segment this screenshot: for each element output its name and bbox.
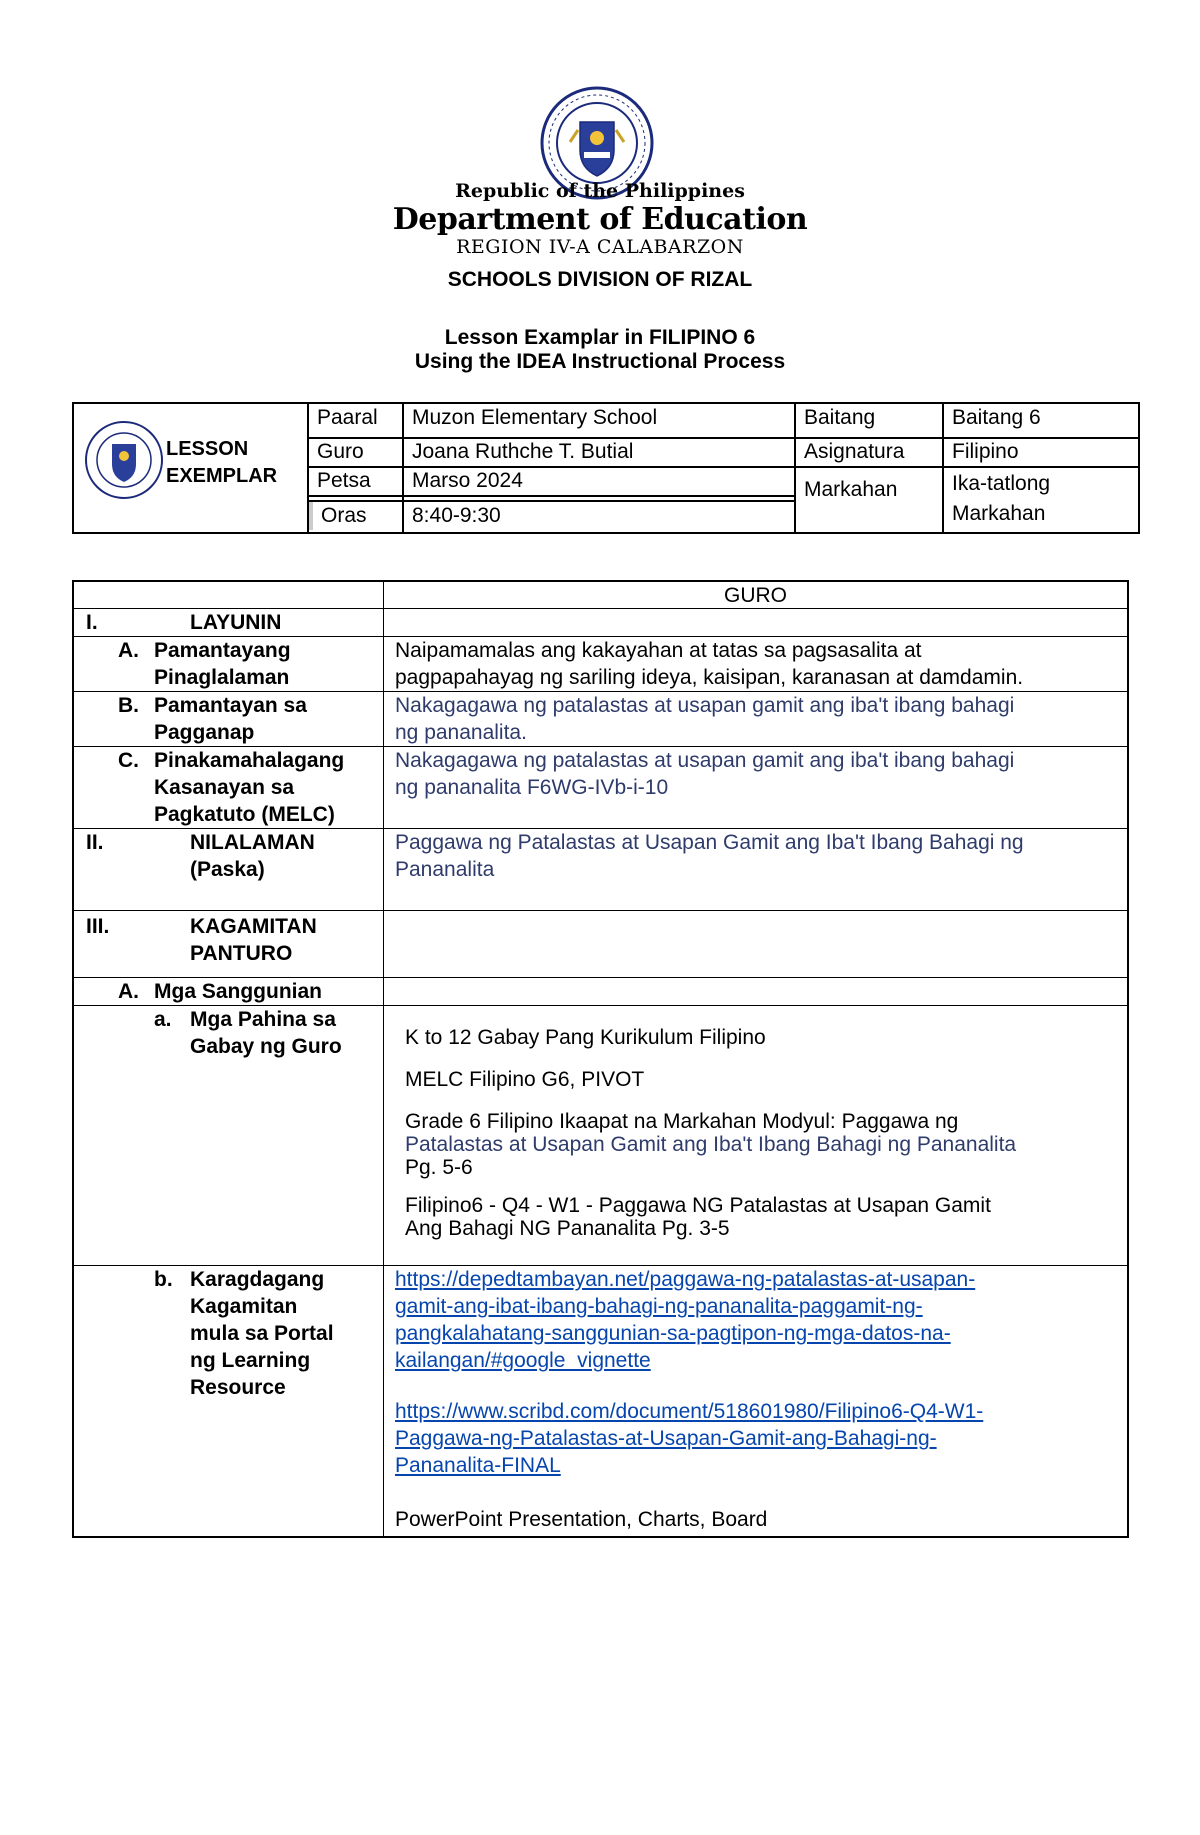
row-ii-number: II. [86, 831, 104, 854]
link1-line3[interactable]: pangkalahatang-sanggunian-sa-pagtipon-ng-mga-datos-na- [395, 1322, 951, 1345]
sub-b-title-line2: Kagamitan [190, 1295, 298, 1318]
row-c-title-line1: Pinakamahalagang [154, 749, 345, 772]
row-c-title-line2: Kasanayan sa [154, 776, 295, 799]
sub-a-label: a. [154, 1008, 172, 1031]
reference-2: MELC Filipino G6, PIVOT [405, 1068, 645, 1091]
link2-line2[interactable]: Paggawa-ng-Patalastas-at-Usapan-Gamit-ang-Bahagi-ng- [395, 1427, 937, 1450]
division-heading: SCHOOLS DIVISION OF RIZAL [447, 268, 753, 291]
row-c-title-line3: Pagkatuto (MELC) [154, 803, 335, 826]
link1-line4[interactable]: kailangan/#google_vignette [395, 1349, 651, 1372]
row-c-text-line1: Nakagagawa ng patalastas at usapan gamit ang iba't ibang bahagi [395, 749, 1015, 772]
sub-a-title-line2: Gabay ng Guro [190, 1035, 342, 1058]
row-c-title [154, 747, 344, 828]
sanggunian-title: Mga Sanggunian [154, 980, 322, 1003]
row-a-text-line1: Naipamamalas ang kakayahan at tatas sa pagsasalita at [395, 639, 922, 662]
lesson-exemplar-label [166, 436, 277, 490]
asignatura-label: Asignatura [804, 440, 905, 463]
row-iii-title-line1: KAGAMITAN [190, 915, 317, 938]
region-text: REGION IV-A CALABARZON [456, 236, 744, 258]
reference-4-line2: Ang Bahagi NG Pananalita Pg. 3-5 [405, 1217, 730, 1240]
reference-1: K to 12 Gabay Pang Kurikulum Filipino [405, 1026, 766, 1049]
reference-3-line1: Grade 6 Filipino Ikaapat na Markahan Modyul: Paggawa ng [405, 1110, 959, 1133]
asignatura-value: Filipino [952, 440, 1019, 463]
sanggunian-label: A. [118, 980, 139, 1003]
lesson-title: Lesson Examplar in FILIPINO 6 [444, 326, 756, 349]
sub-b-title-line3: mula sa Portal [190, 1322, 334, 1345]
markahan-value-line2: Markahan [952, 502, 1046, 525]
layunin-heading: LAYUNIN [190, 611, 282, 634]
markahan-value-line1: Ika-tatlong [952, 472, 1051, 495]
sub-a-title [190, 1006, 342, 1060]
sub-b-label: b. [154, 1268, 173, 1291]
lesson-label-line1: LESSON [166, 438, 249, 460]
link1-line1[interactable]: https://depedtambayan.net/paggawa-ng-patalastas-at-usapan- [395, 1268, 976, 1291]
row-b-text [395, 692, 1014, 746]
row-b-text-line2: ng pananalita. [395, 721, 527, 744]
oras-label: Oras [309, 502, 402, 530]
markahan-label: Markahan [804, 478, 898, 501]
republic-text: Republic of the Philippines [455, 180, 745, 202]
row-b-label: B. [118, 694, 139, 717]
row-a-text-line2: pagpapahayag ng sariling ideya, kaisipan, karanasan at damdamin. [395, 666, 1024, 689]
paaral-value: Muzon Elementary School [412, 406, 658, 429]
materials-text: PowerPoint Presentation, Charts, Board [395, 1508, 768, 1531]
deped-seal-small-logo [84, 420, 164, 500]
link2-line3[interactable]: Pananalita-FINAL [395, 1454, 561, 1477]
scribd-link[interactable] [395, 1398, 983, 1479]
guro-column-header: GURO [724, 584, 787, 607]
lesson-label-line2: EXEMPLAR [166, 465, 278, 487]
link1-line2[interactable]: gamit-ang-ibat-ibang-bahagi-ng-pananalita-paggamit-ng- [395, 1295, 923, 1318]
row-ii-title-line2: (Paska) [190, 858, 265, 881]
row-b-title [154, 692, 307, 746]
row-b-title-line2: Pagganap [154, 721, 255, 744]
row-ii-text-line1: Paggawa ng Patalastas at Usapan Gamit ang Iba't Ibang Bahagi ng [395, 831, 1024, 854]
row-iii-title-line2: PANTURO [190, 942, 293, 965]
lesson-subtitle: Using the IDEA Instructional Process [414, 350, 786, 373]
reference-3-line3: Pg. 5-6 [405, 1156, 473, 1179]
sub-b-title-line1: Karagdagang [190, 1268, 325, 1291]
department-text: Department of Education [392, 202, 808, 237]
row-b-title-line1: Pamantayan sa [154, 694, 307, 717]
reference-3-line2: Patalastas at Usapan Gamit ang Iba't Ibang Bahagi ng Pananalita [405, 1133, 1017, 1156]
petsa-value: Marso 2024 [412, 469, 523, 492]
row-iii-title [190, 913, 317, 967]
reference-3 [405, 1110, 1016, 1179]
row-ii-title [190, 829, 315, 883]
baitang-label: Baitang [804, 406, 876, 429]
markahan-value [944, 467, 1140, 531]
baitang-value: Baitang 6 [952, 406, 1041, 429]
oras-value: 8:40-9:30 [412, 504, 501, 527]
row-iii-number: III. [86, 915, 110, 938]
lesson-info-table [72, 402, 1140, 534]
row-b-text-line1: Nakagagawa ng patalastas at usapan gamit ang iba't ibang bahagi [395, 694, 1015, 717]
link2-line1[interactable]: https://www.scribd.com/document/518601980/Filipino6-Q4-W1- [395, 1400, 984, 1423]
sub-a-title-line1: Mga Pahina sa [190, 1008, 336, 1031]
row-a-label: A. [118, 639, 139, 662]
sub-b-title-line4: ng Learning [190, 1349, 311, 1372]
reference-4 [405, 1194, 991, 1240]
row-ii-text [395, 829, 1024, 883]
sub-b-title [190, 1266, 334, 1401]
depedtambayan-link[interactable] [395, 1266, 975, 1374]
row-a-title-line2: Pinaglalaman [154, 666, 290, 689]
guro-label: Guro [317, 440, 364, 463]
row-a-title-line1: Pamantayang [154, 639, 291, 662]
guro-value: Joana Ruthche T. Butial [412, 440, 634, 463]
row-c-label: C. [118, 749, 139, 772]
row-c-text [395, 747, 1014, 801]
sub-b-title-line5: Resource [190, 1376, 286, 1399]
paaral-label: Paaral [317, 406, 378, 429]
row-ii-title-line1: NILALAMAN [190, 831, 315, 854]
row-a-title [154, 637, 291, 691]
petsa-label: Petsa [317, 469, 371, 492]
row-ii-text-line2: Pananalita [395, 858, 495, 881]
row-a-text [395, 637, 1023, 691]
reference-4-line1: Filipino6 - Q4 - W1 - Paggawa NG Patalastas at Usapan Gamit [405, 1194, 991, 1217]
layunin-number: I. [86, 611, 98, 634]
lesson-plan-table [72, 580, 1129, 1538]
row-c-text-line2: ng pananalita F6WG-IVb-i-10 [395, 776, 669, 799]
